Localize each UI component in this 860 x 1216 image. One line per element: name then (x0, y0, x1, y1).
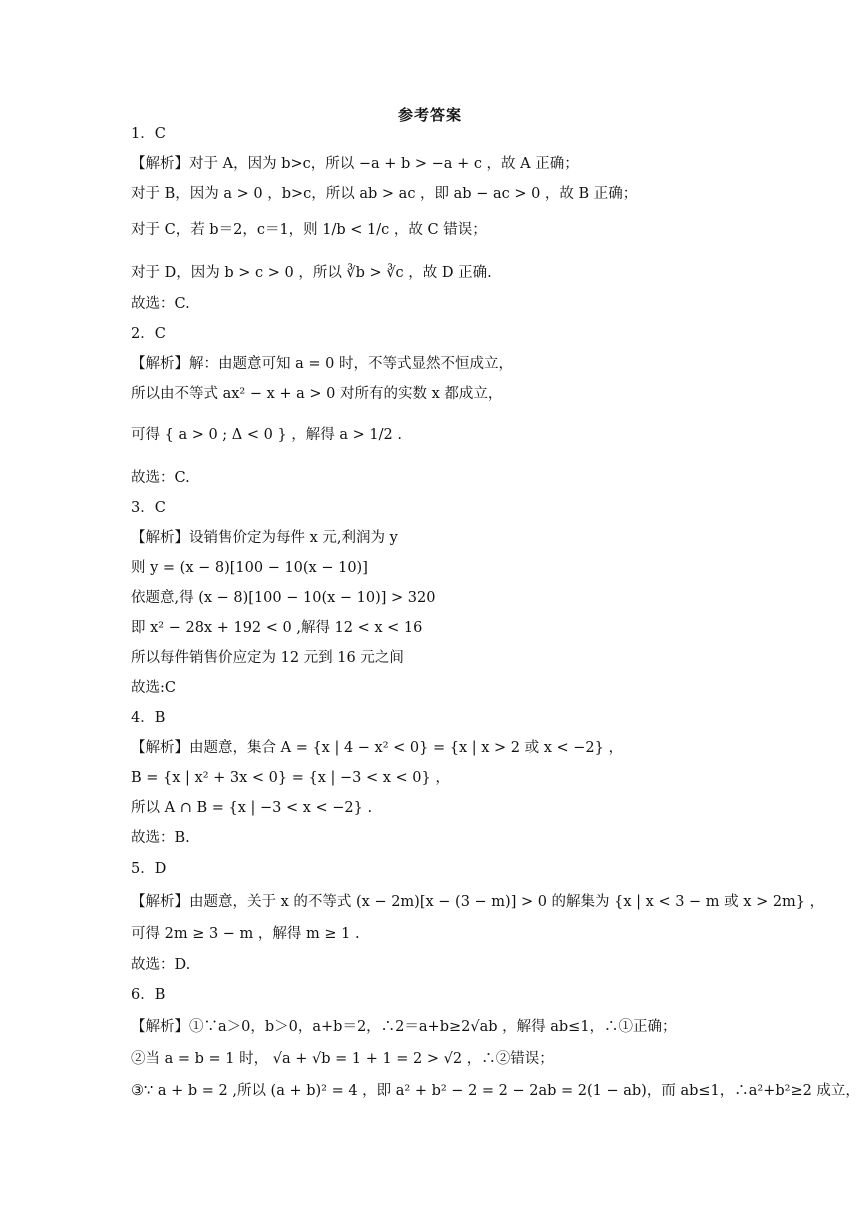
answer-5-heading: 5．D (131, 861, 167, 877)
answer-1-line-a: 【解析】对于 A，因为 b>c，所以 −a + b > −a + c ，故 A 正确； (131, 156, 579, 172)
answer-1-line-d: 对于 D，因为 b > c > 0 ，所以 ∛b > ∛c ，故 D 正确. (131, 265, 492, 281)
answer-2-heading: 2．C (131, 326, 166, 342)
answer-2-line-b: 所以由不等式 ax² − x + a > 0 对所有的实数 x 都成立， (131, 386, 503, 402)
answer-4-line-c: 所以 A ∩ B = {x | −3 < x < −2} . (131, 800, 373, 816)
answer-4-line-b: B = {x | x² + 3x < 0} = {x | −3 < x < 0} ， (131, 770, 450, 786)
answer-1-heading: 1．C (131, 126, 166, 142)
answer-2-line-a: 【解析】解：由题意可知 a = 0 时，不等式显然不恒成立， (131, 356, 513, 372)
answer-3-line-e: 所以每件销售价应定为 12 元到 16 元之间 (131, 650, 404, 666)
answer-4-line-a: 【解析】由题意，集合 A = {x | 4 − x² < 0} = {x | x > 2 或 x < −2} ， (131, 740, 623, 756)
answer-6-line-b: ②当 a = b = 1 时， √a + √b = 1 + 1 = 2 > √2 ，∴②错误； (131, 1051, 554, 1067)
answer-6-line-a: 【解析】①∵a＞0，b＞0，a+b＝2，∴2＝a+b≥2√ab ，解得 ab≤1，∴①正确； (131, 1019, 677, 1035)
answer-4-conclusion: 故选：B. (131, 830, 190, 846)
answer-5-line-b: 可得 2m ≥ 3 − m ，解得 m ≥ 1 . (131, 926, 360, 942)
answer-5-conclusion: 故选：D. (131, 957, 191, 973)
answer-1-line-b: 对于 B，因为 a > 0 ，b>c，所以 ab > ac ，即 ab − ac > 0 ，故 B 正确； (131, 186, 638, 202)
answer-5-line-a: 【解析】由题意，关于 x 的不等式 (x − 2m)[x − (3 − m)] > 0 的解集为 {x | x < 3 − m 或 x > 2m} ， (131, 894, 825, 910)
answer-6-heading: 6．B (131, 987, 166, 1003)
page-title: 参考答案 (397, 106, 462, 124)
answer-3-line-b: 则 y = (x − 8)[100 − 10(x − 10)] (131, 560, 368, 576)
answer-3-line-c: 依题意,得 (x − 8)[100 − 10(x − 10)] > 320 (131, 590, 436, 606)
answer-4-heading: 4．B (131, 710, 166, 726)
answer-3-heading: 3．C (131, 500, 166, 516)
answer-3-line-d: 即 x² − 28x + 192 < 0 ,解得 12 < x < 16 (131, 620, 423, 636)
answer-1-conclusion: 故选：C. (131, 296, 190, 312)
answer-2-conclusion: 故选：C. (131, 470, 190, 486)
answer-3-conclusion: 故选:C (131, 680, 176, 696)
answer-3-line-a: 【解析】设销售价定为每件 x 元,利润为 y (131, 530, 398, 546)
answer-2-line-c: 可得 { a > 0 ; Δ < 0 } ，解得 a > 1/2 . (131, 427, 402, 443)
answer-1-line-c: 对于 C，若 b＝2，c＝1，则 1/b < 1/c ，故 C 错误； (131, 222, 487, 238)
answer-6-line-c: ③∵ a + b = 2 ,所以 (a + b)² = 4 ，即 a² + b² − 2 = 2 − 2ab = 2(1 − ab)，而 ab≤1，∴a²+b²≥2 成立， (131, 1083, 860, 1099)
